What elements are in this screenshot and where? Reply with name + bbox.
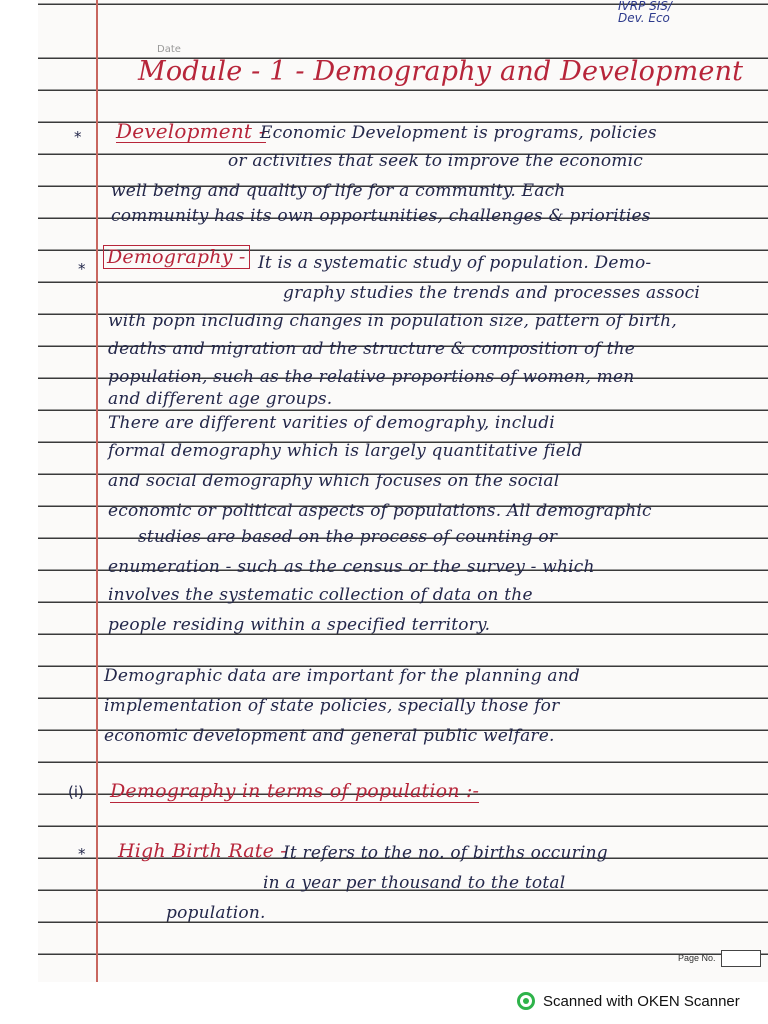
demography-line-12: enumeration - such as the census or the survey - which xyxy=(108,557,595,577)
demography-line-14: people residing within a specified territory. xyxy=(108,615,491,635)
development-line-2: or activities that seek to improve the economic xyxy=(228,151,643,171)
demography-line-5: population, such as the relative proportions of women, men xyxy=(108,367,635,387)
high-birth-rate-line-3: population. xyxy=(166,903,266,923)
demography-line-4: deaths and migration ad the structure & composition of the xyxy=(108,339,636,359)
section-demography-heading: Demography - xyxy=(103,245,250,269)
demography-line-1: It is a systematic study of population. Demo- xyxy=(258,253,652,273)
development-line-4: community has its own opportunities, challenges & priorities xyxy=(111,206,651,226)
page-no-label: Page No. xyxy=(678,953,716,963)
demography-line-8: formal demography which is largely quantitative field xyxy=(108,441,583,461)
high-birth-rate-line-1: It refers to the no. of births occuring xyxy=(283,843,608,863)
section-demography-bullet: * xyxy=(78,260,86,278)
subsection-heading: Demography in terms of population :- xyxy=(110,780,480,802)
high-birth-rate-line-2: in a year per thousand to the total xyxy=(263,873,566,893)
demography-line-2: graphy studies the trends and processes associ xyxy=(283,283,701,303)
demography-line-13: involves the systematic collection of data on the xyxy=(108,585,533,605)
demographic-data-line-3: economic development and general public welfare. xyxy=(104,726,555,746)
scanner-logo-icon xyxy=(517,992,535,1010)
page-title: Module - 1 - Demography and Development xyxy=(138,56,744,87)
demographic-data-line-2: implementation of state policies, specially those for xyxy=(104,696,560,716)
high-birth-rate-heading: High Birth Rate - xyxy=(118,840,287,862)
demography-line-10: economic or political aspects of populations. All demographic xyxy=(108,501,652,521)
subsection-bullet: (i) xyxy=(68,783,84,801)
header-marks xyxy=(618,0,672,24)
demography-line-7: There are different varities of demography, includi xyxy=(108,413,555,433)
scanner-text: Scanned with OKEN Scanner xyxy=(543,992,740,1010)
header-subject: Dev. Eco xyxy=(618,11,670,25)
demographic-data-line-1: Demographic data are important for the planning and xyxy=(104,666,580,686)
section-development-heading: Development - xyxy=(116,119,266,143)
margin-line xyxy=(96,0,98,982)
development-line-3: well being and quality of life for a community. Each xyxy=(111,181,566,201)
section-development-bullet: * xyxy=(74,128,82,146)
notebook-page xyxy=(38,0,768,982)
high-birth-rate-bullet: * xyxy=(78,845,86,863)
demography-line-9: and social demography which focuses on the social xyxy=(108,471,560,491)
demography-line-3: with popn including changes in population size, pattern of birth, xyxy=(108,311,677,331)
demography-line-6: and different age groups. xyxy=(108,389,333,409)
scanner-watermark xyxy=(517,990,740,1012)
header-code: IVRP SIS/ xyxy=(618,0,672,13)
page-no-box xyxy=(721,950,761,967)
development-line-1: Economic Development is programs, policies xyxy=(260,123,657,143)
date-label: Date xyxy=(157,44,181,55)
demography-line-11: studies are based on the process of counting or xyxy=(138,527,558,547)
